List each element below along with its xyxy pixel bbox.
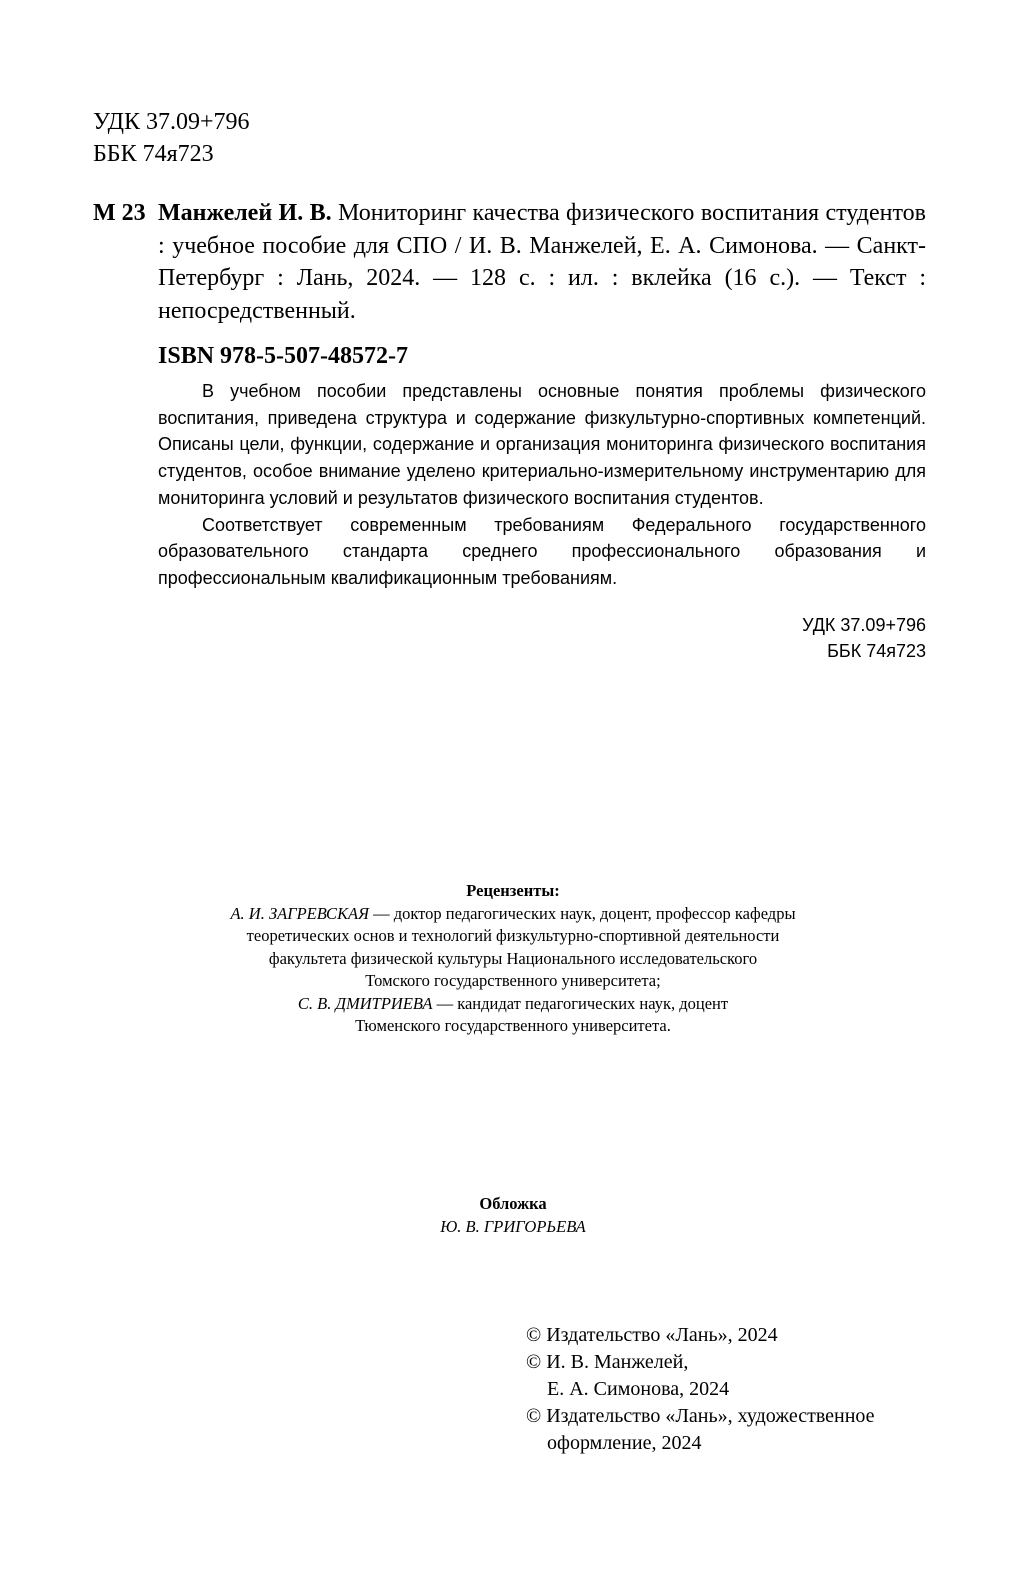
reviewer-1-title: — доктор педагогических наук, доцент, профессор кафедры: [368, 903, 796, 923]
copyright-line: © И. В. Манжелей,: [526, 1351, 689, 1373]
reviewers-heading: Рецензенты:: [466, 881, 560, 900]
isbn: ISBN 978-5-507-48572-7: [158, 343, 408, 369]
reviewer-2-title: — кандидат педагогических наук, доцент: [432, 993, 729, 1013]
reviewer-1-line: факультета физической культуры Национального исследовательского: [268, 948, 758, 968]
cover-heading: Обложка: [479, 1194, 547, 1213]
copyright-line: © Издательство «Лань», 2024: [526, 1324, 778, 1346]
annotation-paragraph: Соответствует современным требованиям Федерального государственного образовательного стандарта среднего профессионального образования и профессиональным квалификационным требованиям.: [158, 514, 926, 588]
cover-designer: Ю. В. ГРИГОРЬЕВА: [440, 1216, 586, 1236]
udk-code: УДК 37.09+796: [93, 109, 250, 135]
author-name: Манжелей И. В.: [158, 200, 332, 226]
reviewer-2: [120, 993, 906, 1016]
bbk-code-right: ББК 74я723: [827, 641, 926, 661]
annotation: [158, 378, 926, 592]
copyright-line: Е. А. Симонова, 2024: [547, 1378, 730, 1400]
reviewer-2-line: Тюменского государственного университета.: [355, 1016, 671, 1035]
reviewer-1-line: Томского государственного университета;: [365, 971, 661, 990]
copyright-line: оформление, 2024: [547, 1432, 702, 1454]
reviewer-1-line: теоретических основ и технологий физкультурно-спортивной деятельности: [246, 926, 780, 945]
copyright-block: [526, 1322, 926, 1457]
reviewers-block: [120, 880, 906, 1038]
bibliographic-description: Мониторинг качества физического воспитания студентов : учебное пособие для СПО / И. В. Манжелей, Е. А. Симонова. — Санкт-Петербург : Лань, 2024. — 128 с. : ил. : вклейка (16 с.). — Текст : непосредственный.: [158, 200, 926, 324]
classification-right: [802, 612, 926, 664]
author-sign: М 23: [93, 200, 146, 226]
reviewer-1-name: А. И. ЗАГРЕВСКАЯ: [230, 903, 369, 923]
reviewer-2-name: С. В. ДМИТРИЕВА: [297, 993, 433, 1013]
reviewer-1: [120, 903, 906, 926]
udk-code-right: УДК 37.09+796: [802, 615, 926, 635]
cover-credit: [120, 1193, 906, 1238]
classification-header: [93, 106, 249, 170]
copyright-line: © Издательство «Лань», художественное: [526, 1405, 875, 1427]
annotation-paragraph: В учебном пособии представлены основные понятия проблемы физического воспитания, приведена структура и содержание физкультурно-спортивных компетенций. Описаны цели, функции, содержание и организация мониторинга физического воспитания студентов, особое внимание уделено критериально-измерительному инструментарию для мониторинга условий и результатов физического воспитания студентов.: [158, 381, 926, 508]
bibliographic-record: [158, 197, 926, 327]
bbk-code: ББК 74я723: [93, 141, 214, 167]
